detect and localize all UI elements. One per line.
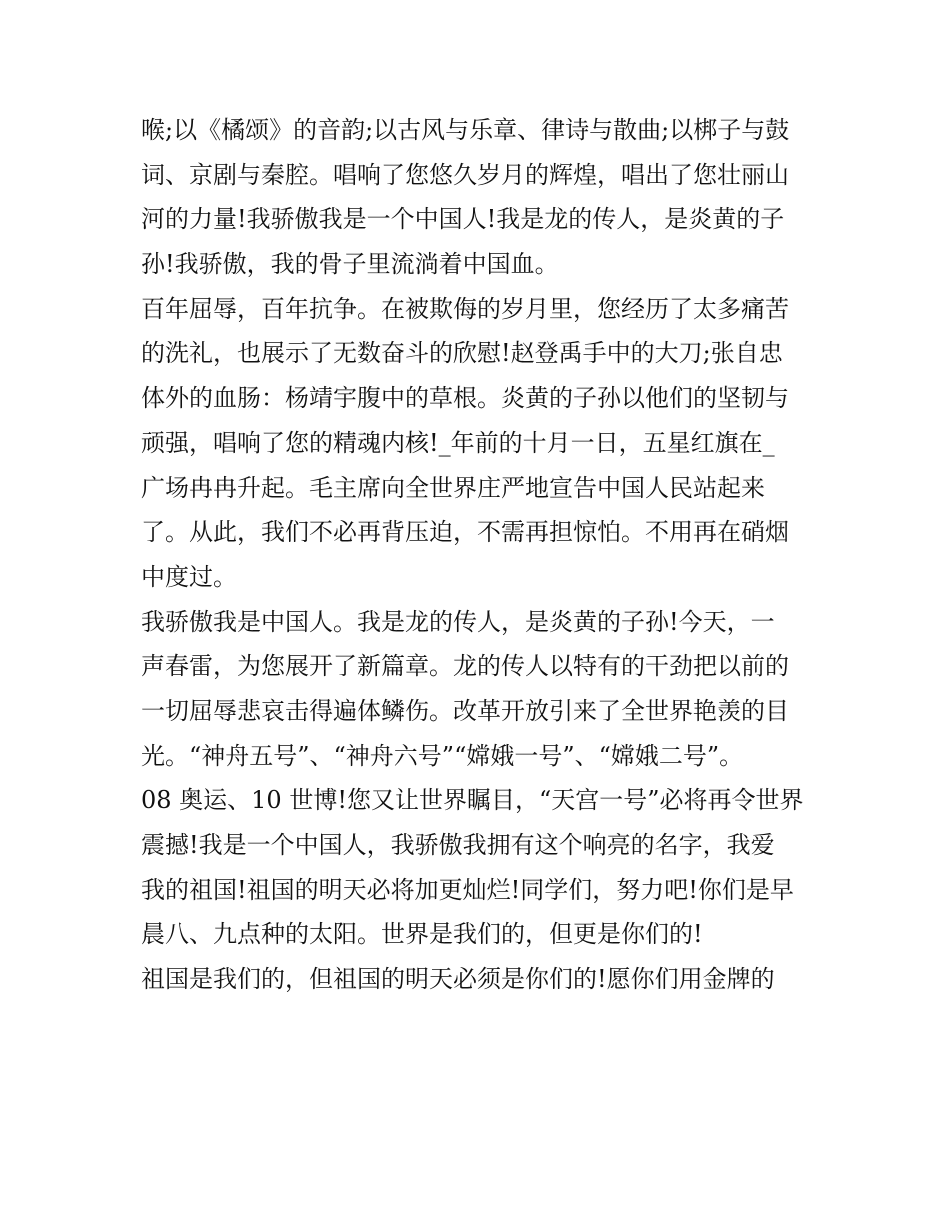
- text-line: 的洗礼，也展示了无数奋斗的欣慰!赵登禹手中的大刀;张自忠: [141, 339, 783, 368]
- paragraph-4: [141, 778, 821, 957]
- text-line: 体外的血肠：杨靖宇腹中的草根。炎黄的子孙以他们的坚韧与: [141, 384, 789, 413]
- text-line: 顽强，唱响了您的精魂内核!_年前的十月一日，五星红旗在_: [141, 428, 775, 457]
- paragraph-1: [141, 108, 821, 287]
- text-line: 晨八、九点种的太阳。世界是我们的，但更是你们的!: [141, 920, 703, 949]
- text-line: 喉;以《橘颂》的音韵;以古风与乐章、律诗与散曲;以梆子与鼓: [141, 116, 790, 144]
- text-line: 词、京剧与秦腔。唱响了您悠久岁月的辉煌，唱出了您壮丽山: [141, 160, 789, 189]
- text-line: 百年屈辱，百年抗争。在被欺侮的岁月里，您经历了太多痛苦: [141, 294, 789, 323]
- text-line: 祖国是我们的，但祖国的明天必须是你们的!愿你们用金牌的: [141, 965, 775, 994]
- text-line: 中度过。: [141, 562, 237, 591]
- paragraph-2: [141, 287, 821, 600]
- document-body: [141, 108, 821, 1002]
- text-line: 广场冉冉升起。毛主席向全世界庄严地宣告中国人民站起来: [141, 473, 765, 502]
- text-line: 声春雷，为您展开了新篇章。龙的传人以特有的干劲把以前的: [141, 652, 789, 681]
- text-line: 我的祖国!祖国的明天必将加更灿烂!同学们，努力吧!你们是早: [141, 875, 794, 904]
- text-line: 河的力量!我骄傲我是一个中国人!我是龙的传人，是炎黄的子: [141, 205, 785, 234]
- paragraph-3: [141, 600, 821, 779]
- text-line: 我骄傲我是中国人。我是龙的传人，是炎黄的子孙!今天，一: [141, 607, 775, 636]
- paragraph-5: [141, 957, 821, 1002]
- text-line: 震撼!我是一个中国人，我骄傲我拥有这个响亮的名字，我爱: [141, 831, 775, 859]
- text-line: 光。“神舟五号”、“神舟六号”“嫦娥一号”、“嫦娥二号”。: [141, 741, 744, 770]
- text-line: 孙!我骄傲，我的骨子里流淌着中国血。: [141, 250, 559, 279]
- text-line: 08 奥运、10 世博!您又让世界瞩目，“天宫一号”必将再令世界: [141, 786, 804, 815]
- text-line: 一切屈辱悲哀击得遍体鳞伤。改革开放引来了全世界艳羡的目: [141, 696, 789, 725]
- text-line: 了。从此，我们不必再背压迫，不需再担惊怕。不用再在硝烟: [141, 518, 789, 547]
